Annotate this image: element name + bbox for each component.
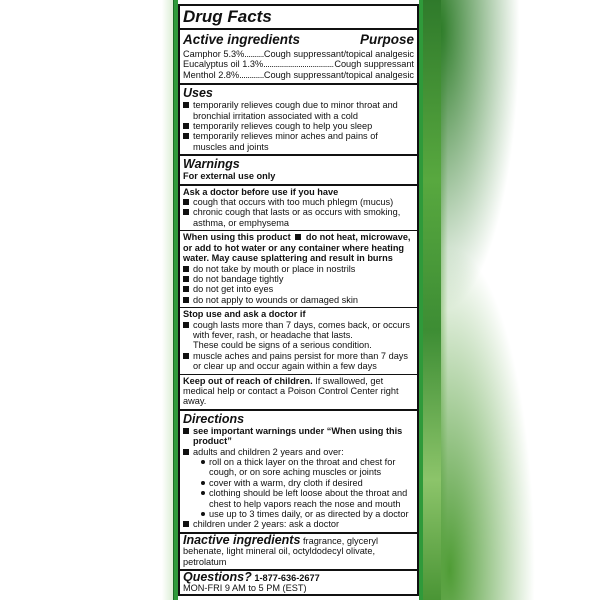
external-use-text: For external use only xyxy=(183,171,276,182)
list-item-text: temporarily relieves cough to help you sleep xyxy=(193,121,373,132)
leader-dots xyxy=(244,49,264,59)
bullet-square-icon xyxy=(183,322,189,328)
directions-list xyxy=(183,426,414,530)
warnings-heading: Warnings xyxy=(183,157,240,172)
list-item-text: do not bandage tightly xyxy=(193,273,284,284)
directions-section xyxy=(180,411,417,534)
list-item-text: cough lasts more than 7 days, comes back, or occurs with fever, rash, or headache that lasts. xyxy=(193,319,411,340)
right-background xyxy=(423,0,600,600)
uses-heading: Uses xyxy=(183,86,213,101)
bullet-square-icon xyxy=(183,266,189,272)
questions-hours: MON-FRI 9 AM to 5 PM (EST) xyxy=(183,583,307,594)
leader-dots xyxy=(263,59,334,69)
list-item xyxy=(183,131,414,152)
list-item xyxy=(183,100,414,121)
list-item-text: temporarily relieves minor aches and pains of muscles and joints xyxy=(193,131,378,152)
bullet-dot-icon xyxy=(201,491,205,495)
sub-list-item xyxy=(193,478,414,488)
list-item xyxy=(183,351,414,372)
ingredient-row xyxy=(183,49,414,59)
list-item-text: do not apply to wounds or damaged skin xyxy=(193,294,358,305)
list-item xyxy=(183,284,414,294)
list-item-text: chronic cough that lasts or as occurs with smoking, asthma, or emphysema xyxy=(193,207,401,228)
list-item-text: clothing should be left loose about the throat and chest to help vapors reach the nose and mouth xyxy=(209,488,408,509)
warnings-section xyxy=(180,156,417,185)
list-item-text: muscle aches and pains persist for more than 7 days or clear up and occur again within a few days xyxy=(193,350,408,372)
list-item-text: cough that occurs with too much phlegm (mucus) xyxy=(193,197,394,208)
list-item xyxy=(183,447,414,520)
active-header-row xyxy=(183,31,414,49)
ingredient-row xyxy=(183,70,414,80)
sub-list-item xyxy=(193,509,414,519)
purpose-heading: Purpose xyxy=(359,32,414,47)
drug-facts-title-section xyxy=(180,6,417,30)
bullet-square-icon xyxy=(183,199,189,205)
uses-section xyxy=(180,85,417,156)
list-item xyxy=(183,519,414,529)
keep-out-section xyxy=(180,375,417,411)
when-using-lead: When using this product xyxy=(183,232,291,243)
sub-list-item xyxy=(193,488,414,509)
bullet-square-icon xyxy=(183,449,189,455)
list-item xyxy=(183,295,414,305)
list-item xyxy=(183,426,414,447)
list-item xyxy=(183,197,414,207)
stop-use-list xyxy=(183,320,414,372)
bullet-square-icon xyxy=(183,123,189,129)
ask-doctor-section xyxy=(180,186,417,232)
ingredient-purpose: Cough suppressant/topical analgesic xyxy=(263,49,414,59)
ingredient-row xyxy=(183,59,414,69)
bullet-square-icon xyxy=(183,353,189,359)
list-item-text: children under 2 years: ask a doctor xyxy=(193,519,340,530)
inactive-ingredients-heading: Inactive ingredients xyxy=(183,532,301,547)
list-item xyxy=(183,274,414,284)
questions-heading: Questions? xyxy=(183,570,252,585)
when-using-rest: do not heat, microwave, or add to hot water or any container where heating water. May cause splattering and result in burns xyxy=(183,232,411,264)
ask-doctor-list xyxy=(183,197,414,228)
list-item-text: adults and children 2 years and over: xyxy=(193,446,344,457)
bullet-square-icon xyxy=(183,297,189,303)
active-ingredients-section xyxy=(180,30,417,85)
when-using-section xyxy=(180,231,417,308)
bullet-square-icon xyxy=(183,209,189,215)
stop-use-section xyxy=(180,308,417,374)
list-item-text: do not take by mouth or place in nostrils xyxy=(193,263,356,274)
bullet-square-icon xyxy=(295,234,301,240)
directions-sub-list xyxy=(193,457,414,519)
list-item-text: roll on a thick layer on the throat and chest for cough, or on sore aching muscles or joints xyxy=(209,457,396,478)
when-using-paragraph xyxy=(183,232,414,263)
ingredient-name: Camphor 5.3% xyxy=(183,49,245,59)
keep-out-lead: Keep out of reach of children. xyxy=(183,375,313,386)
bullet-dot-icon xyxy=(201,460,205,464)
bullet-dot-icon xyxy=(201,481,205,485)
when-using-list xyxy=(183,264,414,306)
drug-facts-box xyxy=(178,4,419,596)
active-ingredients-heading: Active ingredients xyxy=(183,32,301,47)
ingredient-purpose: Cough suppressant xyxy=(334,59,414,70)
list-item xyxy=(183,320,414,351)
questions-phone: 1-877-636-2677 xyxy=(254,573,320,584)
directions-heading: Directions xyxy=(183,411,245,426)
ingredient-name: Menthol 2.8% xyxy=(183,69,240,80)
bullet-square-icon xyxy=(183,133,189,139)
list-item-text: do not get into eyes xyxy=(193,284,274,295)
list-item xyxy=(183,207,414,228)
left-background xyxy=(0,0,174,600)
inactive-ingredients-section xyxy=(180,534,417,571)
uses-list xyxy=(183,100,414,152)
bullet-square-icon xyxy=(183,286,189,292)
ingredient-purpose: Cough suppressant/topical analgesic xyxy=(263,69,414,80)
list-item-note: These could be signs of a serious condition. xyxy=(193,340,372,351)
bullet-square-icon xyxy=(183,276,189,282)
sub-list-item xyxy=(193,457,414,478)
keep-out-rest: If swallowed, get medical help or contact a Poison Control Center right away. xyxy=(183,375,399,407)
list-item-text: cover with a warm, dry cloth if desired xyxy=(209,477,363,488)
list-item xyxy=(183,264,414,274)
drug-facts-title: Drug Facts xyxy=(183,7,272,26)
stop-use-heading: Stop use and ask a doctor if xyxy=(183,309,306,320)
bullet-square-icon xyxy=(183,428,189,434)
leader-dots xyxy=(239,70,264,80)
list-item-text: see important warnings under “When using this product” xyxy=(193,425,403,447)
bullet-square-icon xyxy=(183,102,189,108)
bullet-dot-icon xyxy=(201,512,205,516)
list-item xyxy=(183,121,414,131)
inactive-ingredients-text: fragrance, glyceryl behenate, light mineral oil, octyldodecyl olivate, petrolatum xyxy=(183,535,379,567)
questions-section xyxy=(180,571,417,596)
ask-doctor-heading: Ask a doctor before use if you have xyxy=(183,186,339,197)
bullet-square-icon xyxy=(183,521,189,527)
ingredient-name: Eucalyptus oil 1.3% xyxy=(183,59,264,70)
list-item-text: use up to 3 times daily, or as directed by a doctor xyxy=(209,509,409,520)
list-item-text: temporarily relieves cough due to minor throat and bronchial irritation associated with a cold xyxy=(193,100,398,121)
